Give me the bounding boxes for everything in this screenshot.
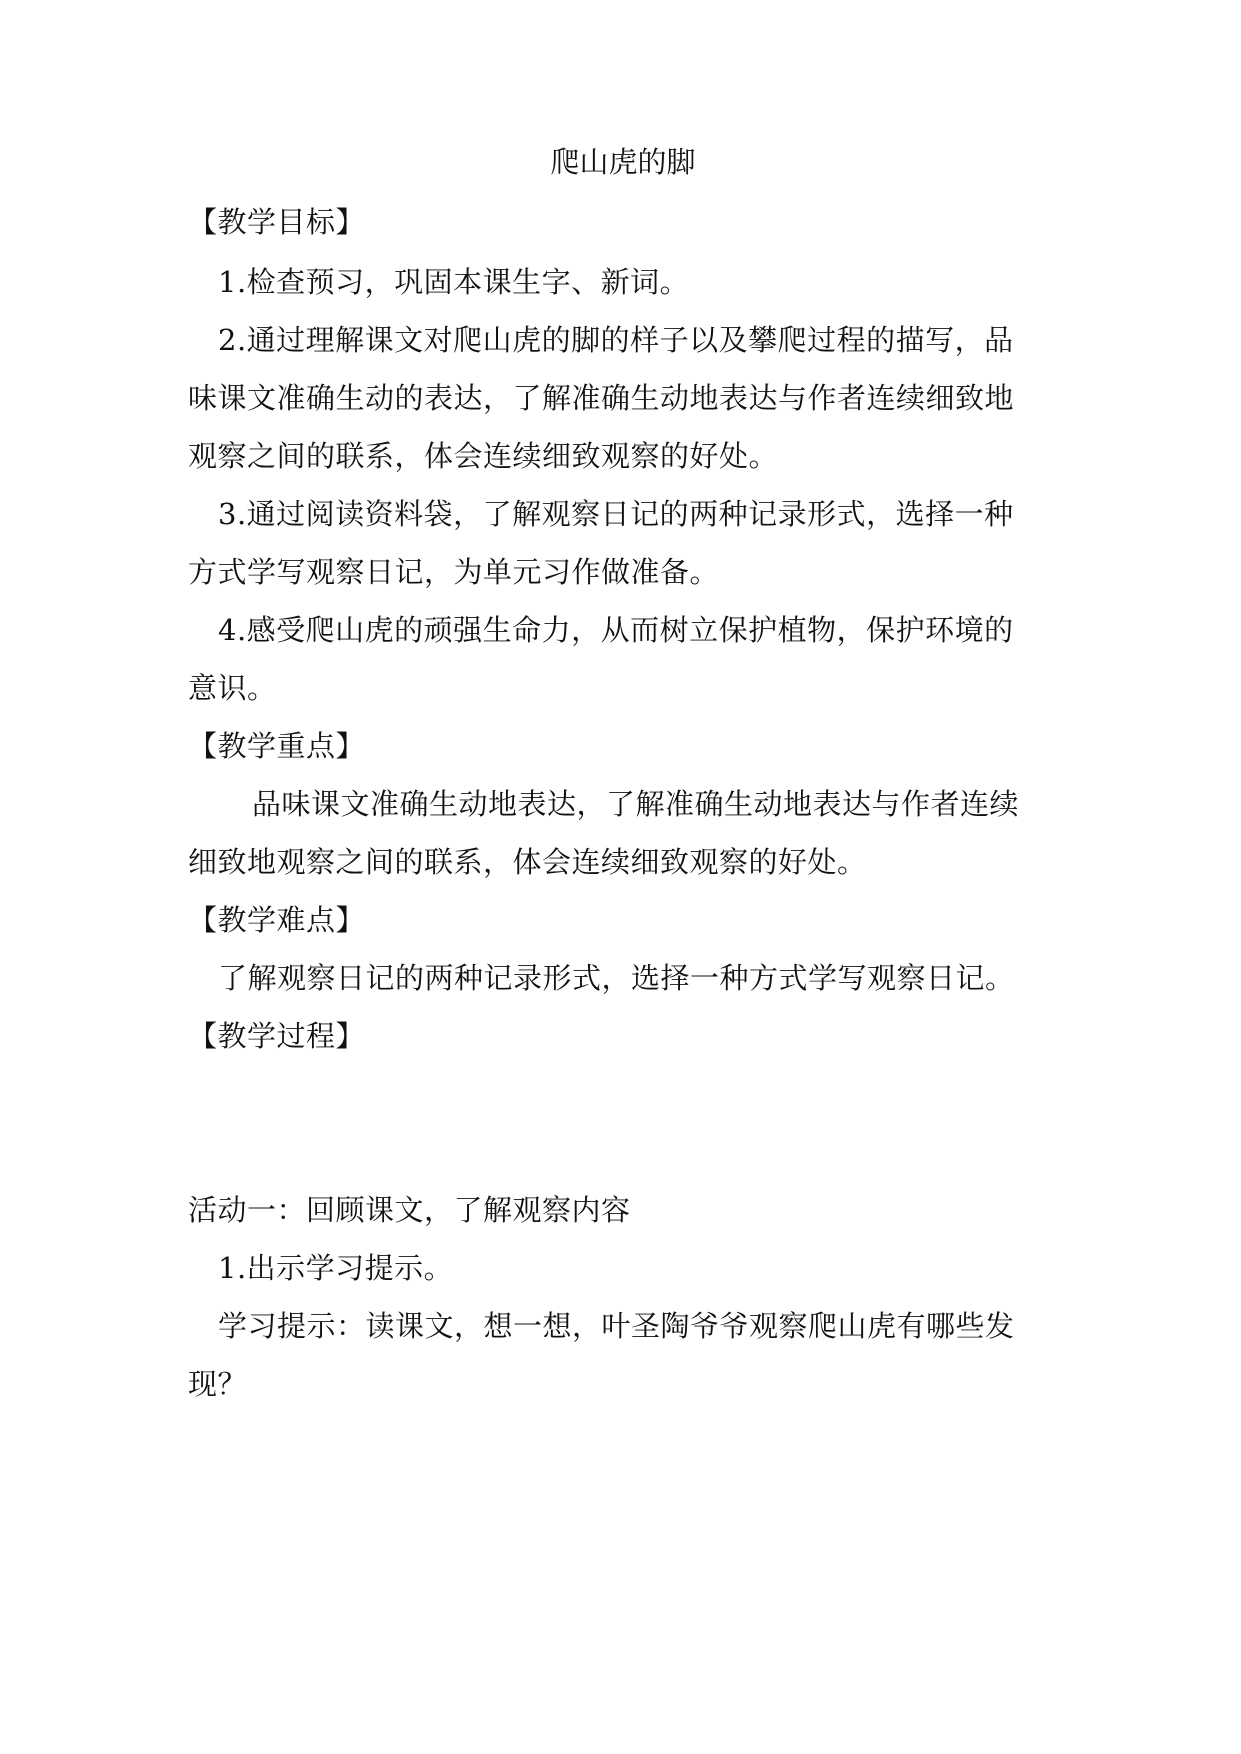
goal-4-line-2: 意识。: [188, 671, 277, 705]
goal-1: 1.检查预习，巩固本课生字、新词。: [218, 265, 690, 299]
goal-3-line-2: 方式学写观察日记，为单元习作做准备。: [188, 555, 720, 589]
key-line-2: 细致地观察之间的联系，体会连续细致观察的好处。: [188, 845, 867, 879]
goal-2-line-2: 味课文准确生动的表达，了解准确生动地表达与作者连续细致地: [188, 381, 1015, 415]
key-heading: 【教学重点】: [188, 729, 366, 763]
difficulty-heading: 【教学难点】: [188, 903, 366, 937]
tip-line-2: 现？: [188, 1367, 248, 1401]
goal-2-line-3: 观察之间的联系，体会连续细致观察的好处。: [188, 439, 779, 473]
tip-line-1: 学习提示：读课文，想一想，叶圣陶爷爷观察爬山虎有哪些发: [218, 1309, 1015, 1343]
goals-heading: 【教学目标】: [188, 205, 366, 239]
difficulty-line-1: 了解观察日记的两种记录形式，选择一种方式学写观察日记。: [218, 961, 1015, 995]
goal-4-line-1: 4.感受爬山虎的顽强生命力，从而树立保护植物，保护环境的: [218, 613, 1014, 647]
goal-3-line-1: 3.通过阅读资料袋，了解观察日记的两种记录形式，选择一种: [218, 497, 1014, 531]
document-page: [188, 0, 1058, 1754]
key-line-1: 品味课文准确生动地表达，了解准确生动地表达与作者连续: [252, 787, 1020, 821]
step-1: 1.出示学习提示。: [218, 1251, 454, 1285]
process-heading: 【教学过程】: [188, 1019, 366, 1053]
document-title: 爬山虎的脚: [550, 145, 696, 179]
goal-2-line-1: 2.通过理解课文对爬山虎的脚的样子以及攀爬过程的描写，品: [218, 323, 1014, 357]
activity-1: 活动一：回顾课文，了解观察内容: [188, 1193, 631, 1227]
